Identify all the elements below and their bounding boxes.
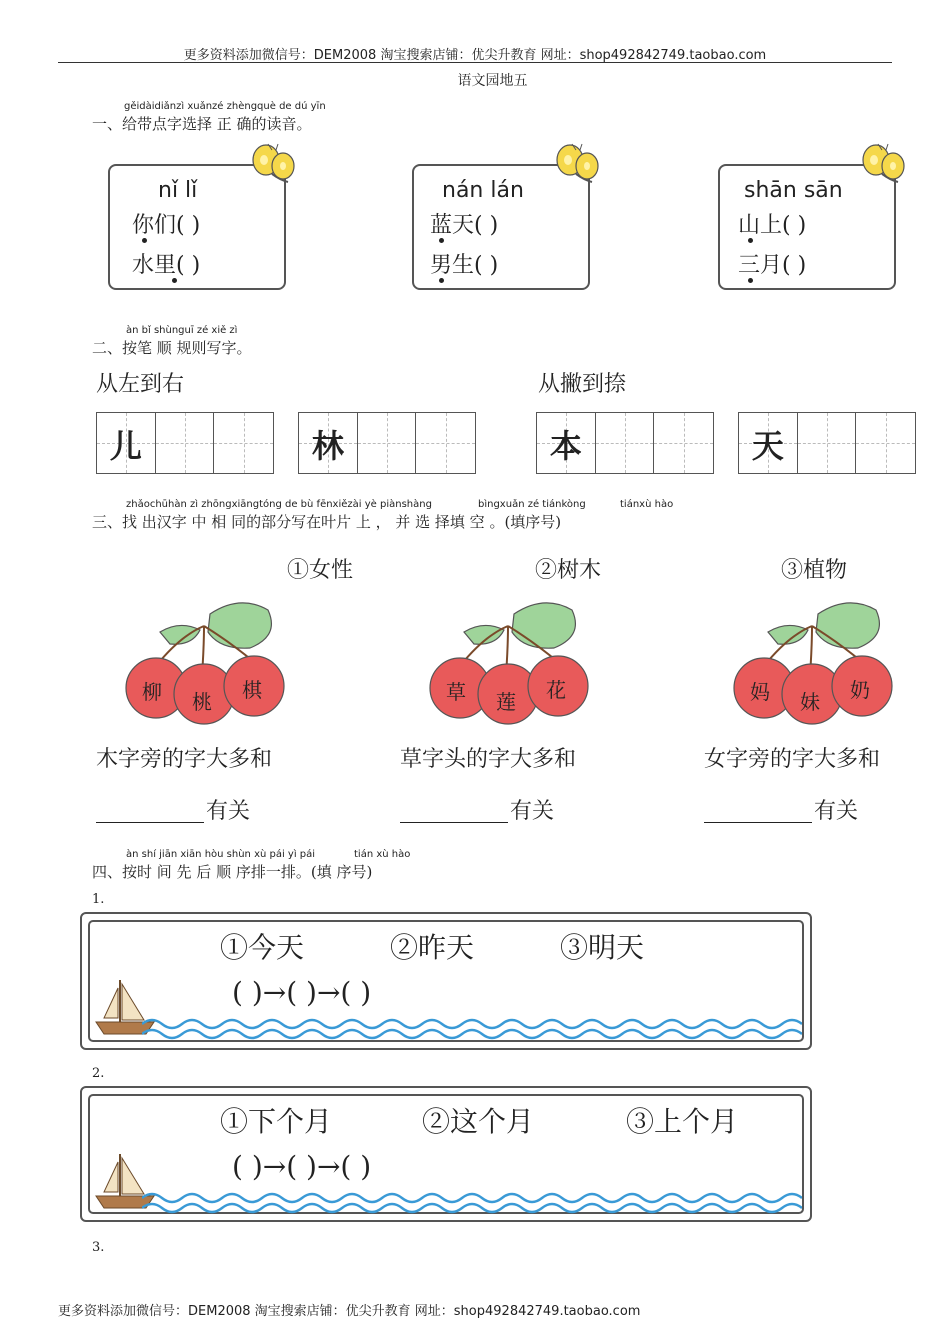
sequence-option-3: ③上个月 (626, 1105, 739, 1138)
cherry-char: 花 (546, 678, 566, 702)
q3-sentence-3: 女字旁的字大多和 (704, 747, 881, 772)
grid-cell[interactable] (156, 413, 215, 473)
q1-title: 一、给带点字选择 正 确的读音。 (92, 115, 312, 133)
cherry-char: 莲 (496, 690, 516, 714)
model-char: 本 (549, 427, 582, 465)
sequence-option-3: ③明天 (560, 931, 645, 964)
grid-cell[interactable] (214, 413, 273, 473)
card-line-1: 你们( ) (132, 213, 201, 238)
sequence-option-1: ①今天 (220, 931, 305, 964)
grid-cell[interactable] (358, 413, 417, 473)
q4-pinyin-2: tián xù hào (354, 849, 411, 860)
q4-item-number-2: 2. (92, 1066, 105, 1081)
emphasis-dot (172, 278, 177, 283)
page-header: 更多资料添加微信号：DEM2008 淘宝搜索店铺：优尖升教育 网址：shop492842749.taobao.com (183, 48, 767, 63)
q3-pinyin-2: bìngxuǎn zé tiánkòng (478, 499, 586, 510)
q4-item-number-1: 1. (92, 892, 105, 907)
grid-cell[interactable] (299, 413, 358, 473)
emphasis-dot (748, 238, 753, 243)
cherry-char: 棋 (242, 678, 262, 702)
model-char: 林 (311, 427, 344, 465)
header-divider (58, 62, 892, 63)
emphasis-dot (748, 278, 753, 283)
card-line-2: 男生( ) (430, 253, 499, 278)
card-pinyin: nǐ lǐ (158, 178, 198, 203)
grid-cell[interactable] (798, 413, 857, 473)
q4-title: 四、按时 间 先 后 顺 序排一排。(填 序号) (92, 863, 373, 881)
page-footer: 更多资料添加微信号：DEM2008 淘宝搜索店铺：优尖升教育 网址：shop492842749.taobao.com (58, 1304, 641, 1319)
card-pinyin: shān sān (744, 178, 843, 203)
q2-title: 二、按笔 顺 规则写字。 (92, 339, 252, 357)
q3-option-1: ①女性 (287, 558, 354, 583)
emphasis-dot (439, 278, 444, 283)
q4-item-number-3: 3. (92, 1240, 105, 1255)
q1-pinyin: gěidàidiǎnzì xuǎnzé zhèngquè de dú yīn (124, 101, 326, 112)
grid-cell[interactable] (416, 413, 475, 473)
writing-grid-2[interactable] (298, 412, 476, 474)
cherry-cluster-1 (120, 596, 300, 726)
sequence-answer[interactable]: ( )→( )→( ) (232, 1150, 372, 1183)
writing-grid-4[interactable] (738, 412, 916, 474)
cherry-char: 桃 (192, 690, 212, 714)
q3-option-3: ③植物 (781, 558, 848, 583)
rule-pie-to-na: 从撇到捺 (538, 372, 627, 397)
page-subtitle: 语文园地五 (457, 73, 528, 89)
butterfly-icon (554, 142, 604, 188)
q3-suffix-3: 有关 (814, 799, 859, 824)
answer-blank-1[interactable] (96, 822, 204, 823)
answer-blank-2[interactable] (400, 822, 508, 823)
cherry-char: 奶 (850, 678, 870, 702)
rule-left-to-right: 从左到右 (96, 372, 185, 397)
model-char: 天 (751, 427, 784, 465)
card-line-2: 三月( ) (738, 253, 807, 278)
answer-blank-3[interactable] (704, 822, 812, 823)
sequence-option-2: ②昨天 (390, 931, 475, 964)
cherry-cluster-3 (728, 596, 908, 726)
model-char: 儿 (109, 427, 142, 465)
grid-cell[interactable] (739, 413, 798, 473)
grid-cell[interactable] (537, 413, 596, 473)
q3-title: 三、找 出汉字 中 相 同的部分写在叶片 上 ， 并 选 择填 空 。(填序号) (92, 513, 562, 531)
q4-pinyin-1: àn shí jiān xiān hòu shùn xù pái yì pái (126, 849, 316, 860)
sequence-option-2: ②这个月 (422, 1105, 535, 1138)
butterfly-icon (250, 142, 300, 188)
emphasis-dot (142, 238, 147, 243)
cherry-char: 柳 (142, 680, 162, 704)
cherry-char: 妈 (750, 680, 770, 704)
wave-decoration (142, 1188, 802, 1216)
grid-cell[interactable] (596, 413, 655, 473)
card-line-1: 山上( ) (738, 213, 807, 238)
sequence-answer[interactable]: ( )→( )→( ) (232, 976, 372, 1009)
cherry-char: 草 (446, 680, 466, 704)
cherry-cluster-2 (424, 596, 604, 726)
q2-pinyin: àn bǐ shùnguī zé xiě zì (126, 325, 238, 336)
q3-sentence-2: 草字头的字大多和 (400, 747, 577, 772)
q3-suffix-2: 有关 (510, 799, 555, 824)
emphasis-dot (439, 238, 444, 243)
sequence-option-1: ①下个月 (220, 1105, 333, 1138)
cherry-char: 妹 (800, 690, 820, 714)
q3-pinyin-3: tiánxù hào (620, 499, 674, 510)
wave-decoration (142, 1014, 802, 1042)
grid-cell[interactable] (654, 413, 713, 473)
writing-grid-1[interactable] (96, 412, 274, 474)
grid-cell[interactable] (856, 413, 915, 473)
sequence-frame-2 (80, 1086, 812, 1222)
q3-suffix-1: 有关 (206, 799, 251, 824)
writing-grid-3[interactable] (536, 412, 714, 474)
butterfly-icon (860, 142, 910, 188)
sequence-frame-1 (80, 912, 812, 1050)
q3-sentence-1: 木字旁的字大多和 (96, 747, 273, 772)
q3-option-2: ②树木 (535, 558, 602, 583)
card-line-1: 蓝天( ) (430, 213, 499, 238)
q3-pinyin-1: zhǎochūhàn zì zhōngxiāngtóng de bù fēnxiězài yè piànshàng (126, 499, 432, 510)
grid-cell[interactable] (97, 413, 156, 473)
card-line-2: 水里( ) (132, 253, 201, 278)
card-pinyin: nán lán (442, 178, 524, 203)
